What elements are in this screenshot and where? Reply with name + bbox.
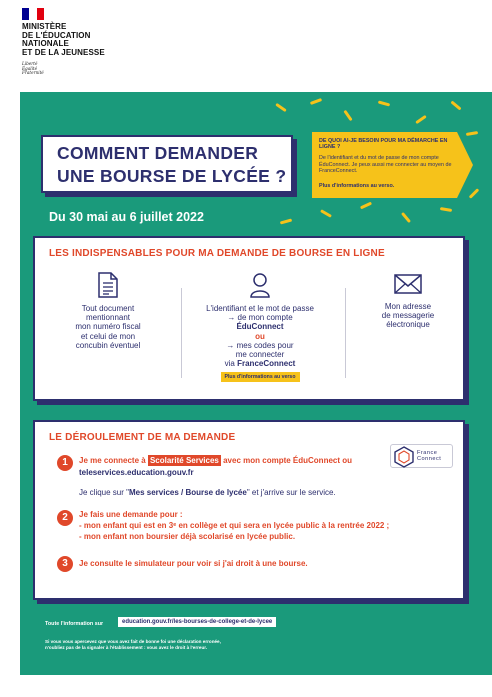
ministry-line: MINISTÈRE — [22, 22, 67, 31]
step1-instruction — [79, 488, 336, 498]
step1-lead: Je me connecte à — [79, 456, 146, 465]
franceconnect-label: FranceConnect — [237, 359, 296, 369]
more-info-tag: Plus d'informations au verso — [221, 372, 300, 382]
franceconnect-badge[interactable] — [390, 444, 453, 468]
motto-line: Liberté — [22, 61, 38, 66]
info-callout — [312, 132, 457, 198]
essential-credentials — [185, 272, 335, 382]
step2-lead: Je fais une demande pour : — [79, 510, 183, 519]
essential-email — [353, 272, 463, 330]
step2-number: 2 — [57, 510, 73, 526]
email-line: de messagerie — [381, 311, 435, 321]
ministry-line: DE L'ÉDUCATION — [22, 30, 91, 40]
educonnect-label: ÉduConnect — [236, 322, 284, 332]
decorative-dash — [450, 100, 461, 110]
republic-flag-icon — [22, 8, 44, 20]
campaign-dates: Du 30 mai au 6 juillet 2022 — [49, 210, 204, 224]
via-label: via — [224, 359, 235, 369]
credentials-line: L'identifiant et le mot de passe — [206, 304, 314, 313]
poster-background — [20, 92, 492, 675]
footer-note — [45, 639, 221, 650]
ministry-name — [22, 23, 105, 57]
ministry-line: NATIONALE — [22, 39, 69, 49]
decorative-dash — [401, 212, 411, 223]
franceconnect-line: Connect — [417, 456, 442, 463]
page-header — [0, 0, 492, 92]
step1-text — [79, 456, 352, 466]
page-title-line2: UNE BOURSE DE LYCÉE ? — [57, 166, 287, 186]
step3-number: 3 — [57, 556, 73, 572]
decorative-dash — [280, 218, 292, 224]
column-divider — [345, 288, 346, 378]
step2-case1: - mon enfant qui est en 3ᵉ en collège et qui sera en lycée public à la rentrée 2022 ; — [79, 521, 390, 530]
column-divider — [181, 288, 182, 378]
document-line: mentionnant — [85, 313, 131, 323]
step1-number: 1 — [57, 455, 73, 471]
person-icon — [249, 272, 271, 298]
or-label: ou — [255, 331, 265, 341]
motto-line: Égalité — [22, 65, 38, 71]
footer-note-line: Si vous vous apercevez que vous avez fait de bonne foi une déclaration erronée, — [45, 639, 221, 644]
envelope-icon — [394, 272, 422, 296]
steps-title: LE DÉROULEMENT DE MA DEMANDE — [49, 432, 236, 443]
footer-note-line: n'oubliez pas de la signaler à l'établissement : vous avez le droit à l'erreur. — [45, 644, 208, 650]
credentials-line: → de mon compte — [227, 313, 293, 323]
teleservices-url[interactable]: teleservices.education.gouv.fr — [79, 468, 194, 477]
decorative-dash — [415, 115, 427, 124]
email-line: électronique — [386, 320, 430, 330]
decorative-dash — [378, 100, 390, 106]
decorative-dash — [310, 98, 322, 105]
callout-text: De l'identifiant et du mot de passe de mon compte ÉduConnect. Je peux aussi me connecter au moyen de FranceConnect. — [319, 155, 452, 175]
page-title-line1: COMMENT DEMANDER — [57, 143, 259, 163]
email-line: Mon adresse — [384, 302, 432, 311]
document-icon — [97, 272, 119, 298]
title-box — [41, 135, 293, 193]
ministry-line: ET DE LA JEUNESSE — [22, 47, 105, 57]
franceconnect-logo-icon — [393, 446, 415, 468]
callout-more: Plus d'informations au verso. — [319, 183, 395, 189]
document-line: et celui de mon — [80, 331, 136, 341]
steps-panel — [33, 420, 465, 600]
decorative-dash — [440, 207, 452, 212]
credentials-line — [185, 359, 335, 368]
decorative-dash — [320, 209, 332, 218]
franceconnect-line: France — [417, 450, 438, 456]
essentials-panel — [33, 236, 465, 401]
credentials-line: me connecter — [235, 350, 285, 360]
step1-instr-a: Je clique sur " — [79, 488, 129, 497]
credentials-line: → mes codes pour — [226, 340, 294, 350]
services-menu-label: Mes services / Bourse de lycée — [128, 488, 247, 497]
step1-lead-2: avec mon compte ÉduConnect ou — [223, 456, 353, 465]
decorative-dash — [343, 110, 352, 122]
document-line: Tout document — [81, 304, 135, 313]
document-line: concubin éventuel — [75, 340, 141, 350]
callout-question: DE QUOI AI-JE BESOIN POUR MA DÉMARCHE EN LIGNE ? — [319, 138, 448, 151]
document-line: mon numéro fiscal — [75, 322, 141, 332]
republic-motto — [22, 62, 44, 76]
step1-instr-c: " et j'arrive sur le service. — [246, 488, 336, 497]
essentials-title: LES INDISPENSABLES POUR MA DEMANDE DE BOURSE EN LIGNE — [49, 248, 385, 259]
footer-label: Toute l'information sur — [45, 621, 104, 627]
footer-link[interactable]: education.gouv.fr/les-bourses-de-college-et-de-lycee — [118, 617, 276, 627]
decorative-dash — [275, 103, 287, 112]
decorative-dash — [360, 202, 372, 210]
scolarite-services-highlight: Scolarité Services — [149, 456, 219, 465]
essential-document — [53, 272, 163, 350]
step2-case2: - mon enfant non boursier déjà scolarisé en lycée public. — [79, 532, 296, 541]
motto-line: Fraternité — [22, 70, 44, 76]
franceconnect-text — [417, 450, 441, 463]
step3-text: Je consulte le simulateur pour voir si j'ai droit à une bourse. — [79, 559, 308, 568]
